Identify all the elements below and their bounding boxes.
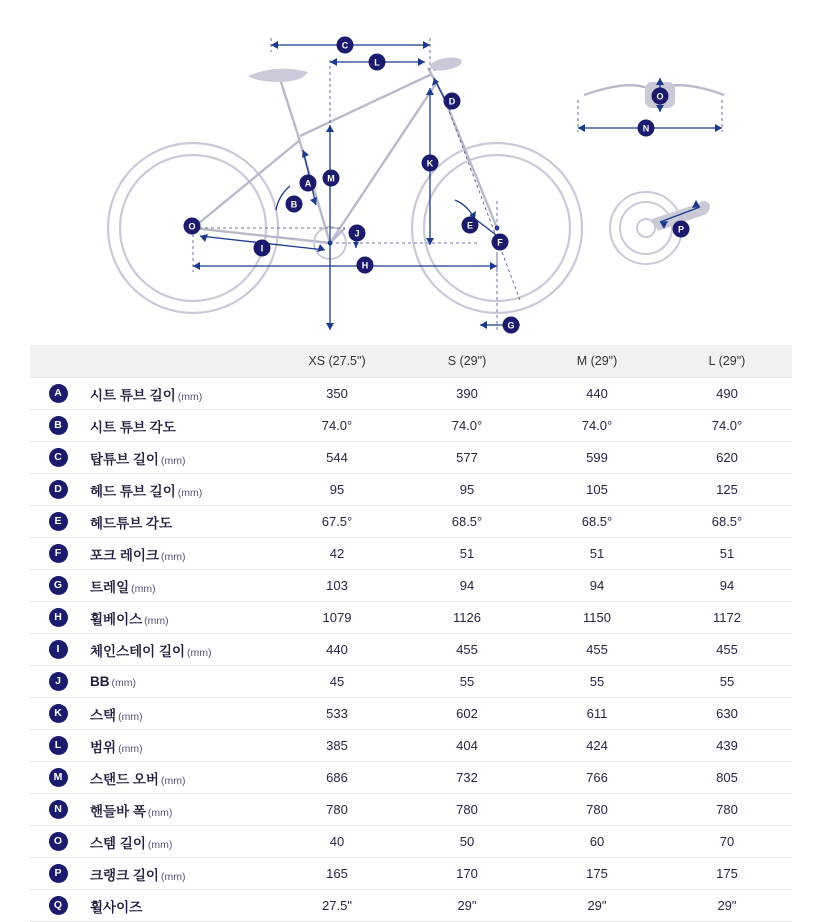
row-value-cell: 732: [402, 762, 532, 794]
row-value-cell: 439: [662, 730, 792, 762]
row-value-cell: 455: [662, 634, 792, 666]
row-value-cell: 70: [662, 826, 792, 858]
row-value-cell: 424: [532, 730, 662, 762]
row-value-cell: 55: [662, 666, 792, 698]
header-size-s: S (29"): [402, 345, 532, 378]
geometry-diagram-svg: [0, 0, 822, 345]
row-label: 헤드 튜브 길이: [90, 483, 176, 499]
diagram-badge-I: [254, 240, 271, 257]
table-row: [30, 474, 792, 506]
row-label-cell: [86, 538, 272, 570]
row-badge-cell: [30, 730, 86, 762]
header-size-l: L (29"): [662, 345, 792, 378]
table-row: [30, 890, 792, 922]
row-badge-cell: [30, 794, 86, 826]
row-label: 스탠드 오버: [90, 771, 159, 787]
row-unit: (mm): [144, 614, 169, 627]
row-value-cell: 602: [402, 698, 532, 730]
row-badge: H: [49, 608, 68, 627]
diagram-guides: [193, 38, 520, 330]
row-value-cell: 51: [662, 538, 792, 570]
row-badge-cell: [30, 570, 86, 602]
row-label: 핸들바 폭: [90, 803, 146, 819]
row-unit: (mm): [160, 774, 186, 787]
row-value-cell: 29": [532, 890, 662, 922]
row-label-cell: [86, 442, 272, 474]
row-value-cell: 94: [402, 570, 532, 602]
svg-text:K: K: [426, 158, 434, 169]
row-value-cell: 42: [272, 538, 402, 570]
diagram-badge-O-side: [184, 218, 201, 235]
table-row: [30, 698, 792, 730]
row-value-cell: 51: [532, 538, 662, 570]
row-badge-cell: [30, 762, 86, 794]
svg-text:P: P: [677, 224, 685, 235]
row-label: 시트 튜브 길이: [90, 387, 176, 403]
row-value-cell: 440: [532, 378, 662, 410]
row-value-cell: 599: [532, 442, 662, 474]
handlebar-top-view: [578, 78, 724, 137]
row-badge: E: [49, 512, 68, 531]
diagram-badge-C: [337, 37, 354, 54]
row-label: 포크 레이크: [90, 547, 159, 563]
row-value-cell: 780: [402, 794, 532, 826]
row-value-cell: 29": [662, 890, 792, 922]
row-badge-cell: [30, 666, 86, 698]
row-value-cell: 630: [662, 698, 792, 730]
row-badge: G: [49, 576, 68, 595]
row-badge: C: [49, 448, 68, 467]
row-label: 헤드튜브 각도: [90, 515, 172, 531]
row-label-cell: [86, 698, 272, 730]
table-row: [30, 538, 792, 570]
row-label-cell: [86, 730, 272, 762]
row-value-cell: 60: [532, 826, 662, 858]
row-value-cell: 68.5°: [532, 506, 662, 538]
row-badge: K: [49, 704, 68, 723]
table-row: [30, 378, 792, 410]
crank-spindle: [637, 219, 655, 237]
row-label-cell: [86, 826, 272, 858]
row-badge-cell: [30, 826, 86, 858]
row-unit: (mm): [118, 742, 143, 755]
row-value-cell: 1126: [402, 602, 532, 634]
row-badge-cell: [30, 442, 86, 474]
table-row: [30, 794, 792, 826]
row-label: 트레일: [90, 579, 130, 595]
svg-text:L: L: [374, 57, 380, 68]
row-unit: (mm): [147, 806, 173, 819]
row-value-cell: 1079: [272, 602, 402, 634]
row-badge-cell: [30, 378, 86, 410]
row-unit: (mm): [111, 677, 136, 689]
row-value-cell: 440: [272, 634, 402, 666]
row-value-cell: 74.0°: [532, 410, 662, 442]
row-value-cell: 490: [662, 378, 792, 410]
row-badge-cell: [30, 634, 86, 666]
row-unit: (mm): [147, 838, 173, 851]
saddle: [248, 69, 308, 82]
row-unit: (mm): [131, 582, 156, 595]
row-value-cell: 1172: [662, 602, 792, 634]
row-label-cell: [86, 858, 272, 890]
row-value-cell: 175: [662, 858, 792, 890]
row-label-cell: [86, 410, 272, 442]
diagram-badge-D: [444, 93, 461, 110]
header-size-m: M (29"): [532, 345, 662, 378]
row-badge: D: [49, 480, 68, 499]
row-label: 스택: [90, 707, 117, 723]
diagram-badge-G: [503, 317, 520, 334]
row-value-cell: 27.5": [272, 890, 402, 922]
row-value-cell: 74.0°: [662, 410, 792, 442]
row-label: 탑튜브 길이: [90, 451, 159, 467]
row-value-cell: 103: [272, 570, 402, 602]
table-row: [30, 762, 792, 794]
svg-text:F: F: [497, 237, 503, 248]
dimension-lines: [193, 41, 520, 330]
row-label: 크랭크 길이: [90, 867, 159, 883]
row-value-cell: 95: [272, 474, 402, 506]
row-badge-cell: [30, 538, 86, 570]
row-value-cell: 94: [532, 570, 662, 602]
row-value-cell: 125: [662, 474, 792, 506]
header-label-col: [86, 345, 272, 378]
svg-text:A: A: [304, 178, 312, 189]
row-value-cell: 390: [402, 378, 532, 410]
row-value-cell: 766: [532, 762, 662, 794]
row-label-cell: [86, 602, 272, 634]
table-row: [30, 858, 792, 890]
row-unit: (mm): [160, 870, 186, 883]
svg-text:B: B: [290, 199, 298, 210]
row-label-cell: [86, 570, 272, 602]
table-row: [30, 506, 792, 538]
row-label-cell: [86, 378, 272, 410]
row-value-cell: 68.5°: [402, 506, 532, 538]
table-row: [30, 730, 792, 762]
row-badge-cell: [30, 506, 86, 538]
row-label-cell: [86, 474, 272, 506]
geometry-diagram: [0, 0, 822, 345]
row-value-cell: 94: [662, 570, 792, 602]
row-label: 시트 튜브 각도: [90, 419, 176, 435]
row-badge: O: [49, 832, 68, 851]
row-label: 범위: [90, 739, 117, 755]
diagram-badge-P: [673, 221, 690, 238]
table-row: [30, 826, 792, 858]
row-label-cell: [86, 762, 272, 794]
row-badge-cell: [30, 602, 86, 634]
row-value-cell: 350: [272, 378, 402, 410]
table-row: [30, 570, 792, 602]
row-label-cell: [86, 890, 272, 922]
row-unit: (mm): [160, 550, 186, 563]
row-badge-cell: [30, 410, 86, 442]
row-value-cell: 55: [532, 666, 662, 698]
row-value-cell: 620: [662, 442, 792, 474]
row-label-cell: [86, 794, 272, 826]
row-value-cell: 780: [662, 794, 792, 826]
diagram-badge-O: [652, 88, 669, 105]
row-value-cell: 74.0°: [272, 410, 402, 442]
svg-text:I: I: [260, 243, 264, 254]
row-badge: L: [49, 736, 68, 755]
svg-text:D: D: [448, 96, 456, 107]
diagram-badge-N: [638, 120, 655, 137]
row-value-cell: 533: [272, 698, 402, 730]
row-value-cell: 544: [272, 442, 402, 474]
row-value-cell: 45: [272, 666, 402, 698]
bicycle-side-view: [108, 55, 582, 313]
svg-text:G: G: [507, 320, 515, 331]
diagram-badge-F: [492, 234, 509, 251]
diagram-badge-A: [300, 175, 317, 192]
row-value-cell: 68.5°: [662, 506, 792, 538]
svg-text:M: M: [327, 173, 335, 184]
row-badge-cell: [30, 858, 86, 890]
svg-text:J: J: [354, 228, 360, 239]
table-row: [30, 666, 792, 698]
row-value-cell: 455: [402, 634, 532, 666]
row-value-cell: 165: [272, 858, 402, 890]
svg-text:N: N: [642, 123, 650, 134]
row-label-cell: [86, 506, 272, 538]
crankset-view: [610, 192, 710, 264]
row-badge: Q: [49, 896, 68, 915]
row-label: 휠베이스: [90, 611, 143, 627]
table-header-row: [30, 345, 792, 378]
row-value-cell: 74.0°: [402, 410, 532, 442]
svg-text:O: O: [656, 91, 664, 102]
diagram-badge-B: [286, 196, 303, 213]
row-label: 체인스테이 길이: [90, 643, 186, 659]
diagram-badge-E: [462, 217, 479, 234]
row-value-cell: 67.5°: [272, 506, 402, 538]
row-value-cell: 170: [402, 858, 532, 890]
row-value-cell: 51: [402, 538, 532, 570]
row-value-cell: 404: [402, 730, 532, 762]
row-badge: M: [49, 768, 68, 787]
row-value-cell: 455: [532, 634, 662, 666]
row-badge: J: [49, 672, 68, 691]
seat-post: [281, 82, 297, 132]
row-label: 스템 길이: [90, 835, 146, 851]
row-badge-cell: [30, 890, 86, 922]
svg-text:H: H: [361, 260, 369, 271]
row-value-cell: 577: [402, 442, 532, 474]
row-label-cell: [86, 634, 272, 666]
table-body: [30, 378, 792, 922]
row-badge: B: [49, 416, 68, 435]
row-value-cell: 40: [272, 826, 402, 858]
row-unit: (mm): [177, 390, 203, 403]
row-badge: F: [49, 544, 68, 563]
svg-text:O: O: [188, 221, 196, 232]
row-value-cell: 1150: [532, 602, 662, 634]
row-unit: (mm): [177, 486, 203, 499]
diagram-badge-H: [357, 257, 374, 274]
header-badge-col: [30, 345, 86, 378]
diagram-badge-M: [323, 170, 340, 187]
row-value-cell: 50: [402, 826, 532, 858]
row-value-cell: 55: [402, 666, 532, 698]
table-row: [30, 634, 792, 666]
row-value-cell: 105: [532, 474, 662, 506]
svg-text:E: E: [466, 220, 474, 231]
row-badge: P: [49, 864, 68, 883]
row-badge-cell: [30, 474, 86, 506]
row-value-cell: 780: [272, 794, 402, 826]
row-unit: (mm): [118, 710, 143, 723]
row-badge: A: [49, 384, 68, 403]
row-badge: I: [49, 640, 68, 659]
row-value-cell: 95: [402, 474, 532, 506]
geometry-table: [30, 345, 792, 922]
row-value-cell: 780: [532, 794, 662, 826]
table-row: [30, 410, 792, 442]
row-badge-cell: [30, 698, 86, 730]
row-label: 휠사이즈: [90, 899, 143, 915]
row-unit: (mm): [160, 454, 186, 467]
table-row: [30, 442, 792, 474]
row-value-cell: 175: [532, 858, 662, 890]
table-row: [30, 602, 792, 634]
row-value-cell: 385: [272, 730, 402, 762]
row-value-cell: 805: [662, 762, 792, 794]
diagram-badge-L: [369, 54, 386, 71]
diagram-badge-K: [422, 155, 439, 172]
row-unit: (mm): [187, 646, 212, 659]
svg-text:C: C: [341, 40, 349, 51]
row-value-cell: 611: [532, 698, 662, 730]
diagram-badge-J: [349, 225, 366, 242]
table-header: [30, 345, 792, 378]
row-label: BB: [90, 674, 110, 689]
row-badge: N: [49, 800, 68, 819]
row-label-cell: [86, 666, 272, 698]
row-value-cell: 29": [402, 890, 532, 922]
header-size-xs: XS (27.5"): [272, 345, 402, 378]
row-value-cell: 686: [272, 762, 402, 794]
